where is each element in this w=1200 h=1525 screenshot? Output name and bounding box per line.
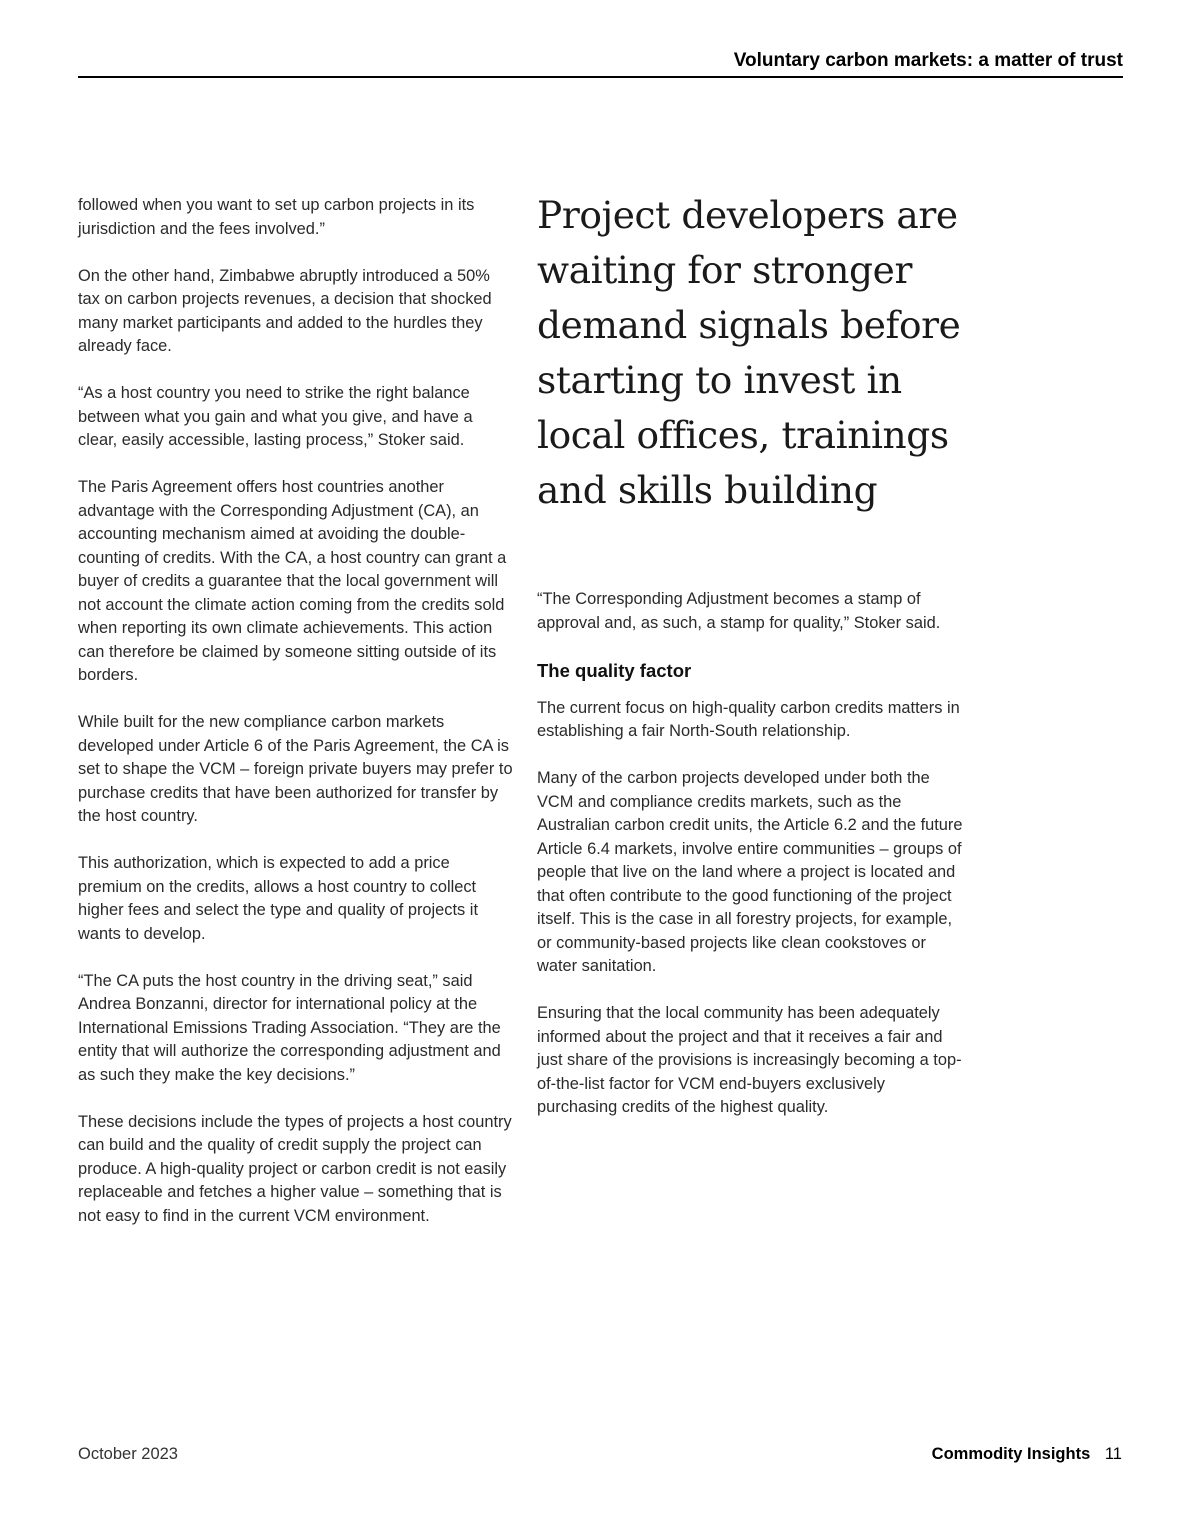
body-paragraph: Ensuring that the local community has been adequately informed about the project and that it receives a fair and just share of the provisions is increasingly becoming a top-of-the-list factor for VCM end-buyers exclusively purchasing credits of the highest quality.: [537, 1004, 962, 1116]
page-number: 11: [1104, 1445, 1122, 1463]
section-heading: The quality factor: [537, 659, 692, 681]
body-paragraph: Many of the carbon projects developed under both the VCM and compliance credits markets, such as the Australian carbon credit units, the Article 6.2 and the future Article 6.4 markets, involve entire communities – groups of people that live on the land where a project is located and that often contribute to the good functioning of the project itself. This is the case in all forestry projects, for example, or community-based projects like clean cookstoves or water sanitation.: [537, 769, 963, 975]
body-paragraph: The current focus on high-quality carbon credits matters in establishing a fair North-South relationship.: [537, 698, 960, 740]
footer-brand: Commodity Insights: [931, 1445, 1091, 1463]
footer-date: October 2023: [78, 1445, 178, 1463]
pull-quote: Project developers are waiting for stronger demand signals before starting to invest in local offices, trainings and skills building: [537, 193, 961, 512]
body-paragraph: “The Corresponding Adjustment becomes a stamp of approval and, as such, a stamp for quality,” Stoker said.: [537, 590, 941, 632]
body-paragraph: These decisions include the types of projects a host country can build and the quality of credit supply the project can produce. A high-quality project or carbon credit is not easily replaceable and fetches a higher value – something that is not easy to find in the current VCM environment.: [78, 1112, 512, 1225]
body-paragraph: “As a host country you need to strike the right balance between what you gain and what you give, and have a clear, easily accessible, lasting process,” Stoker said.: [78, 384, 473, 449]
footer-right: [932, 1443, 1122, 1465]
running-header: [78, 50, 1123, 78]
body-paragraph: “The CA puts the host country in the driving seat,” said Andrea Bonzanni, director for international policy at the International Emissions Trading Association. “They are the entity that will authorize the corresponding adjustment and as such they make the key decisions.”: [78, 971, 501, 1084]
body-paragraph: The Paris Agreement offers host countries another advantage with the Corresponding Adjustment (CA), an accounting mechanism aimed at avoiding the double-counting of credits. With the CA, a host country can grant a buyer of credits a guarantee that the local government will not account the climate action coming from the credits sold when reporting its own climate achievements. This action can therefore be claimed by someone sitting outside of its borders.: [78, 478, 507, 684]
body-paragraph: This authorization, which is expected to add a price premium on the credits, allows a host country to collect higher fees and select the type and quality of projects it wants to develop.: [78, 854, 478, 943]
body-paragraph: While built for the new compliance carbon markets developed under Article 6 of the Paris Agreement, the CA is set to shape the VCM – foreign private buyers may prefer to purchase credits that have been authorized for transfer by the host country.: [78, 713, 513, 825]
body-paragraph: On the other hand, Zimbabwe abruptly introduced a 50% tax on carbon projects revenues, a decision that shocked many market participants and added to the hurdles they already face.: [78, 266, 492, 355]
right-column: [537, 194, 969, 1143]
document-title: Voluntary carbon markets: a matter of trust: [733, 50, 1123, 71]
left-column: [78, 194, 514, 1252]
body-paragraph: followed when you want to set up carbon projects in its jurisdiction and the fees involved.”: [78, 196, 475, 238]
